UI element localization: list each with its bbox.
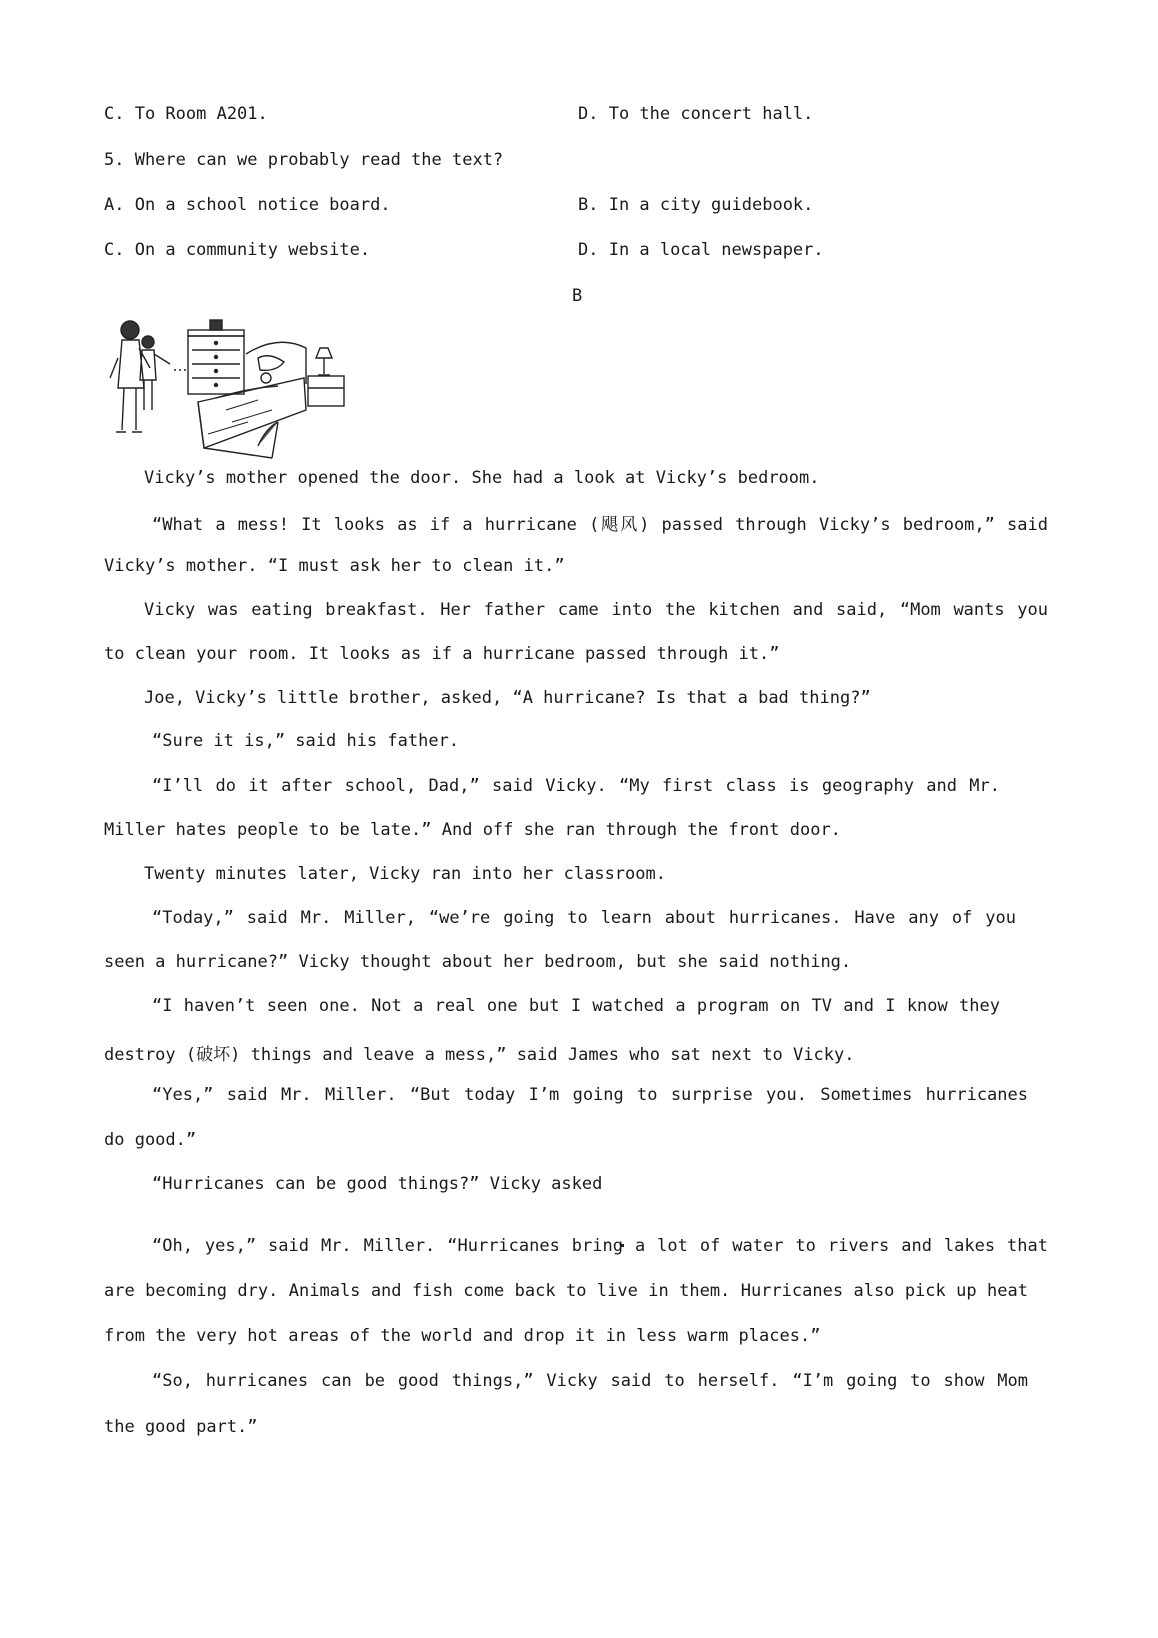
option-4d: D. To the concert hall. bbox=[578, 104, 814, 124]
story-line-9: Miller hates people to be late.” And off she ran through the front door. bbox=[104, 820, 841, 840]
option-5b: B. In a city guidebook. bbox=[578, 195, 814, 215]
story-line-16: do good.” bbox=[104, 1130, 197, 1150]
story-line-13: “I haven’t seen one. Not a real one but I watched a program on TV and I know they bbox=[152, 996, 1000, 1016]
story-line-12: seen a hurricane?” Vicky thought about her bedroom, but she said nothing. bbox=[104, 952, 852, 972]
story-line-18: “Oh, yes,” said Mr. Miller. “Hurricanes bring a lot of water to rivers and lakes that bbox=[152, 1236, 1048, 1256]
story-line-10: Twenty minutes later, Vicky ran into her classroom. bbox=[144, 864, 666, 884]
story-line-1: Vicky’s mother opened the door. She had a look at Vicky’s bedroom. bbox=[144, 468, 820, 488]
mother-girl-messy-bedroom-illustration bbox=[108, 318, 358, 460]
story-line-2: “What a mess! It looks as if a hurricane (飓风) passed through Vicky’s bedroom,” said bbox=[152, 515, 1048, 535]
section-label: B bbox=[572, 286, 583, 306]
story-line-11: “Today,” said Mr. Miller, “we’re going to learn about hurricanes. Have any of you bbox=[152, 908, 1016, 928]
option-4c: C. To Room A201. bbox=[104, 104, 268, 124]
story-line-6: Joe, Vicky’s little brother, asked, “A hurricane? Is that a bad thing?” bbox=[144, 688, 871, 708]
story-line-21: “So, hurricanes can be good things,” Vicky said to herself. “I’m going to show Mom bbox=[152, 1371, 1028, 1391]
story-line-22: the good part.” bbox=[104, 1417, 258, 1437]
story-line-17: “Hurricanes can be good things?” Vicky asked bbox=[152, 1174, 603, 1194]
story-line-15: “Yes,” said Mr. Miller. “But today I’m going to surprise you. Sometimes hurricanes bbox=[152, 1085, 1028, 1105]
story-line-20: from the very hot areas of the world and drop it in less warm places.” bbox=[104, 1326, 821, 1346]
story-line-19: are becoming dry. Animals and fish come back to live in them. Hurricanes also pick up heat bbox=[104, 1281, 1028, 1301]
story-line-7: “Sure it is,” said his father. bbox=[152, 731, 460, 751]
story-line-5: to clean your room. It looks as if a hurricane passed through it.” bbox=[104, 644, 780, 664]
option-5d: D. In a local newspaper. bbox=[578, 240, 824, 260]
option-5c: C. On a community website. bbox=[104, 240, 371, 260]
story-line-14: destroy (破坏) things and leave a mess,” said James who sat next to Vicky. bbox=[104, 1045, 855, 1065]
question-5: 5. Where can we probably read the text? bbox=[104, 150, 504, 170]
option-5a: A. On a school notice board. bbox=[104, 195, 391, 215]
story-line-8: “I’ll do it after school, Dad,” said Vicky. “My first class is geography and Mr. bbox=[152, 776, 1000, 796]
story-line-3: Vicky’s mother. “I must ask her to clean it.” bbox=[104, 556, 565, 576]
story-line-4: Vicky was eating breakfast. Her father came into the kitchen and said, “Mom wants you bbox=[144, 600, 1048, 620]
